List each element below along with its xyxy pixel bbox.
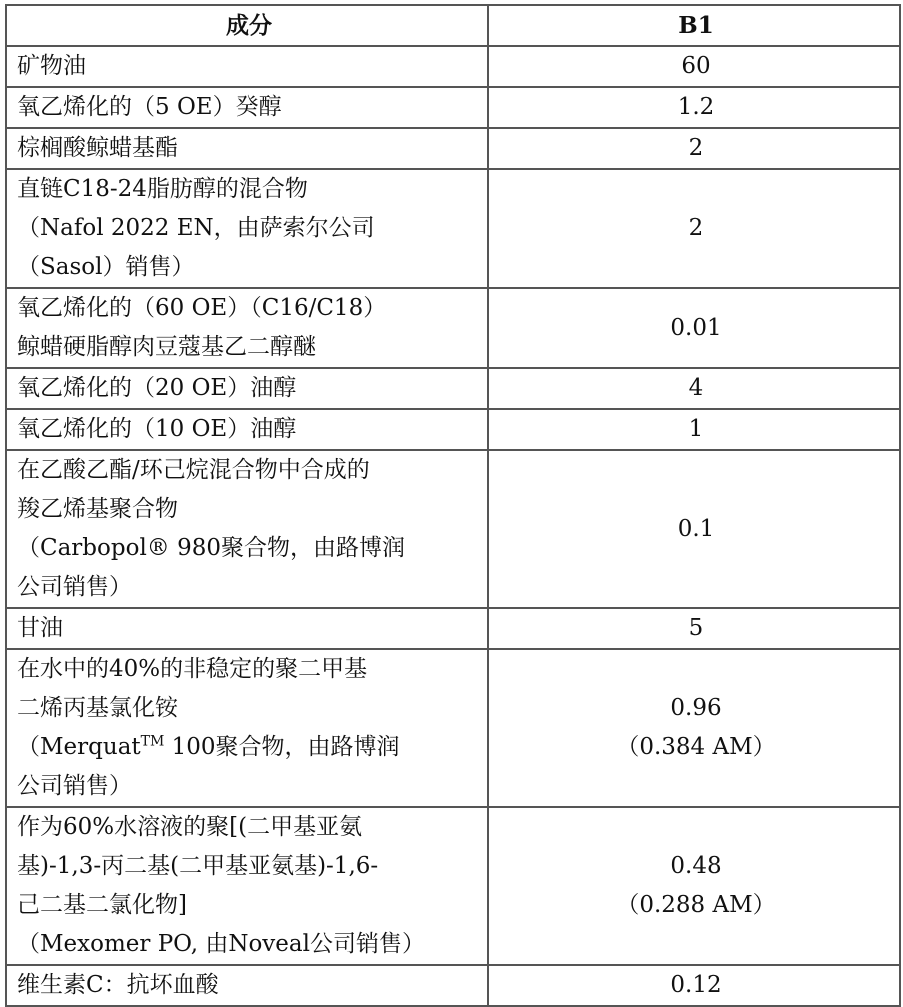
name-line: （Mexomer PO, 由Noveal公司销售） — [17, 931, 425, 957]
b1-value — [488, 368, 900, 409]
name-line: 矿物油 — [17, 53, 86, 79]
value-line: 0.48 — [670, 853, 722, 879]
table-row — [6, 807, 900, 965]
value-line: 5 — [688, 615, 704, 641]
name-line: 鲸蜡硬脂醇肉豆蔻基乙二醇醚 — [17, 334, 316, 360]
name-line: 氧乙烯化的（60 OE）（C16/C18） — [17, 295, 387, 321]
value-line: 2 — [688, 135, 704, 161]
b1-value — [488, 128, 900, 169]
table-row — [6, 450, 900, 608]
table-row — [6, 169, 900, 288]
value-line: 1 — [688, 416, 704, 442]
ingredient-name — [6, 368, 488, 409]
header-b1: B1 — [488, 5, 900, 46]
name-line: 甘油 — [17, 615, 63, 641]
table-row — [6, 46, 900, 87]
ingredient-name — [6, 450, 488, 608]
name-line: （Nafol 2022 EN，由萨索尔公司 — [17, 215, 375, 241]
name-fragment: 100聚合物，由路博润 — [164, 734, 400, 760]
value-line: 0.1 — [677, 515, 715, 542]
b1-value — [488, 169, 900, 288]
ingredient-name — [6, 807, 488, 965]
name-line: 在水中的40%的非稳定的聚二甲基 — [17, 656, 368, 682]
table-row — [6, 368, 900, 409]
name-line: （Sasol）销售） — [17, 254, 195, 280]
name-fragment: （Merquat — [17, 734, 141, 760]
name-line: 二烯丙基氯化铵 — [17, 695, 178, 721]
name-line: 公司销售） — [17, 773, 132, 799]
b1-value — [488, 649, 900, 807]
b1-value — [488, 608, 900, 649]
name-line: 维生素C：抗坏血酸 — [17, 972, 219, 998]
trademark-superscript: TM — [140, 733, 165, 750]
name-line: 羧乙烯基聚合物 — [17, 496, 178, 522]
value-line: 0.12 — [670, 972, 722, 998]
ingredient-name — [6, 409, 488, 450]
value-line: （0.384 AM） — [616, 734, 776, 760]
name-line: 直链C18-24脂肪醇的混合物 — [17, 176, 308, 202]
ingredient-name — [6, 169, 488, 288]
name-line: 公司销售） — [17, 574, 132, 600]
b1-value — [488, 807, 900, 965]
value-line: 2 — [688, 215, 704, 241]
b1-value — [488, 87, 900, 128]
table-row — [6, 128, 900, 169]
ingredient-name — [6, 288, 488, 368]
name-line: 氧乙烯化的（5 OE）癸醇 — [17, 94, 282, 120]
name-line: 氧乙烯化的（10 OE）油醇 — [17, 416, 297, 442]
name-line: 棕榈酸鲸蜡基酯 — [17, 135, 178, 161]
name-line: （Carbopol® 980聚合物，由路博润 — [17, 535, 406, 561]
name-line — [17, 728, 481, 767]
ingredient-name — [6, 46, 488, 87]
ingredient-name — [6, 87, 488, 128]
value-line: （0.288 AM） — [616, 892, 776, 918]
value-line: 1.2 — [677, 94, 715, 120]
header-ingredient: 成分 — [6, 5, 488, 46]
table-row — [6, 288, 900, 368]
table-row — [6, 649, 900, 807]
value-line: 4 — [688, 375, 704, 401]
b1-value — [488, 46, 900, 87]
b1-value — [488, 288, 900, 368]
table-row — [6, 409, 900, 450]
ingredient-name — [6, 608, 488, 649]
value-line: 60 — [681, 53, 711, 79]
b1-value — [488, 409, 900, 450]
name-line: 氧乙烯化的（20 OE）油醇 — [17, 375, 297, 401]
name-line: 作为60%水溶液的聚[(二甲基亚氨 — [17, 814, 363, 840]
name-line: 己二基二氯化物] — [17, 892, 187, 918]
name-line: 基)-1,3-丙二基(二甲基亚氨基)-1,6- — [17, 853, 379, 879]
value-line: 0.01 — [670, 314, 722, 341]
ingredients-table — [5, 4, 901, 1007]
header-row — [6, 5, 900, 46]
ingredient-name — [6, 649, 488, 807]
b1-value — [488, 450, 900, 608]
ingredient-name — [6, 128, 488, 169]
table-row — [6, 608, 900, 649]
table-row — [6, 87, 900, 128]
value-line: 0.96 — [670, 695, 722, 721]
name-line: 在乙酸乙酯/环己烷混合物中合成的 — [17, 457, 370, 483]
